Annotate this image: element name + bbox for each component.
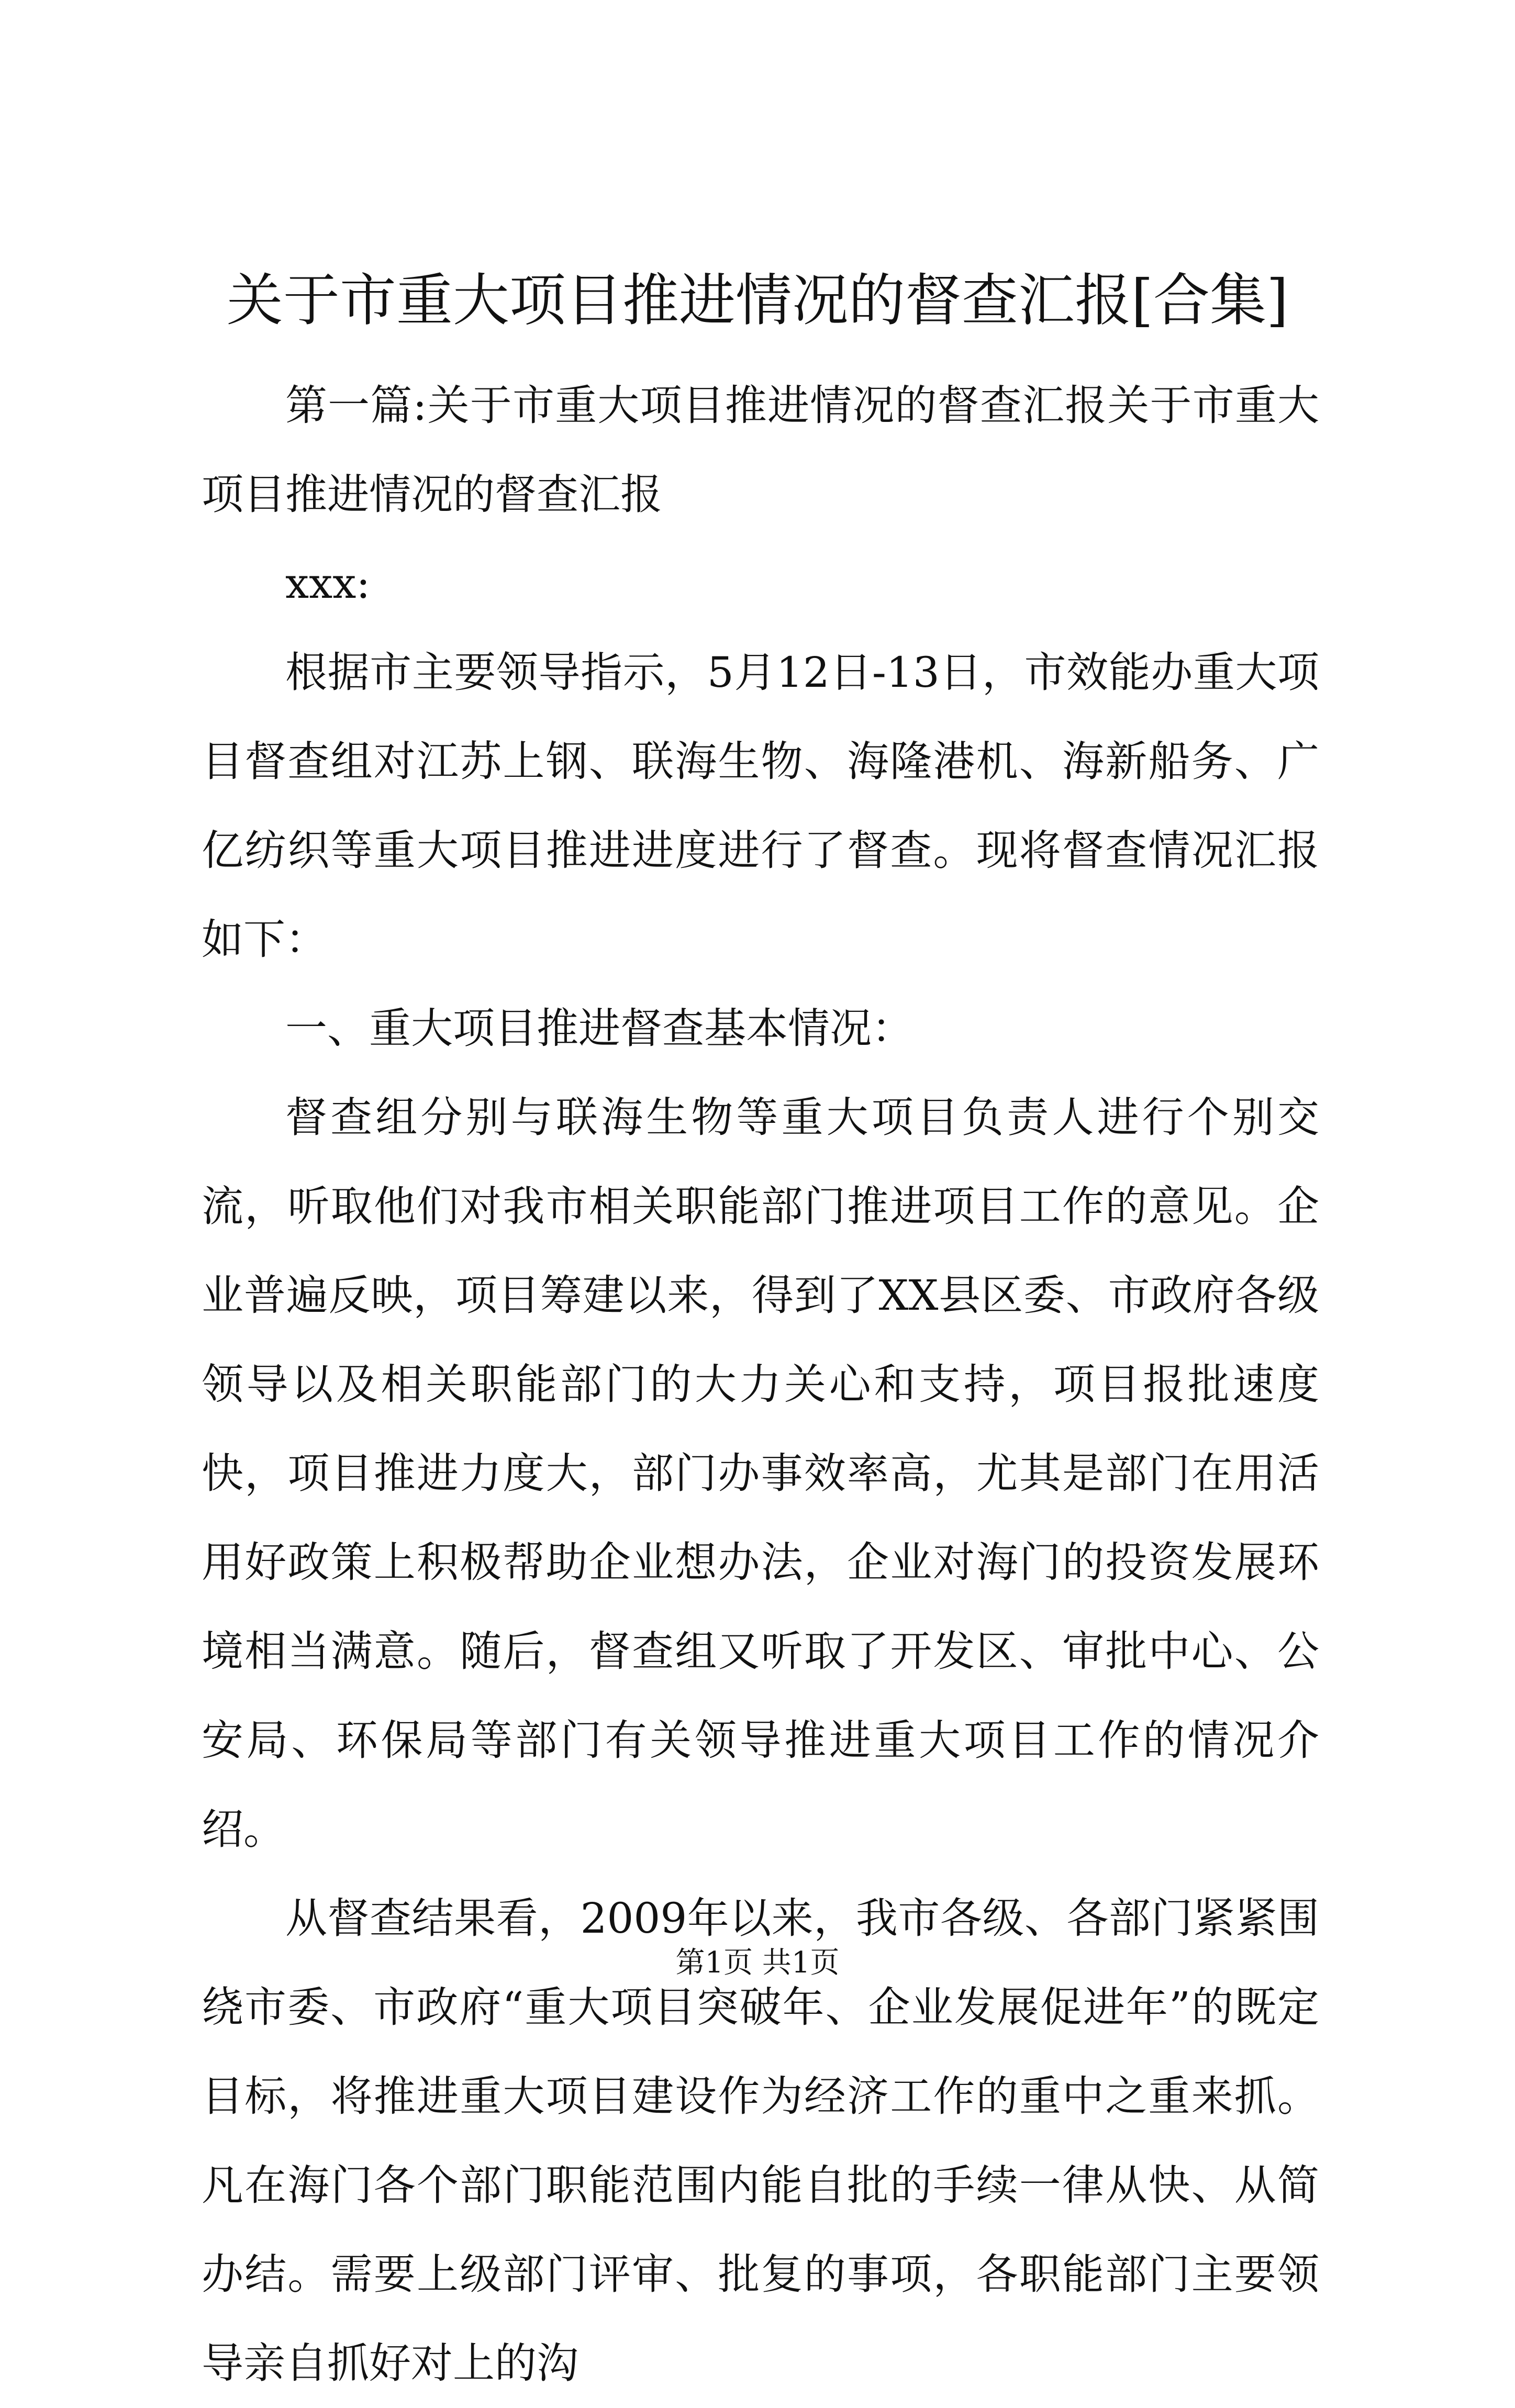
paragraph-salutation: xxx: bbox=[285, 559, 371, 608]
paragraph-section-heading: 一、重大项目推进督查基本情况： bbox=[285, 1004, 914, 1053]
document-title: 关于市重大项目推进情况的督查汇报[合集] bbox=[226, 268, 1289, 333]
page-footer: 第1页 共1页 bbox=[675, 1946, 840, 1980]
paragraph-heading: 第一篇:关于市重大项目推进情况的督查汇报关于市重大项目推进情况的督查汇报 bbox=[202, 381, 1319, 519]
paragraph-results: 从督查结果看，2009年以来，我市各级、各部门紧紧围绕市委、市政府“重大项目突破年、企业发展促进年”的既定目标，将推进重大项目建设作为经济工作的重中之重来抓。凡在海门各个部门职能范围内能自批的手续一律从快、从简办结。需要上级部门评审、批复的事项，各职能部门主要领导亲自抓好对上的沟 bbox=[202, 1894, 1319, 2388]
paragraph-feedback: 督查组分别与联海生物等重大项目负责人进行个别交流，听取他们对我市相关职能部门推进项目工作的意见。企业普遍反映，项目筹建以来，得到了XX县区委、市政府各级领导以及相关职能部门的大力关心和支持，项目报批速度快，项目推进力度大，部门办事效率高，尤其是部门在用活用好政策上积极帮助企业想办法，企业对海门的投资发展环境相当满意。随后，督查组又听取了开发区、审批中心、公安局、环保局等部门有关领导推进重大项目工作的情况介绍。 bbox=[202, 1093, 1319, 1854]
paragraph-intro: 根据市主要领导指示，5月12日-13日，市效能办重大项目督查组对江苏上钢、联海生物、海隆港机、海新船务、广亿纺织等重大项目推进进度进行了督查。现将督查情况汇报如下： bbox=[202, 648, 1319, 964]
document-body bbox=[202, 361, 1319, 2408]
